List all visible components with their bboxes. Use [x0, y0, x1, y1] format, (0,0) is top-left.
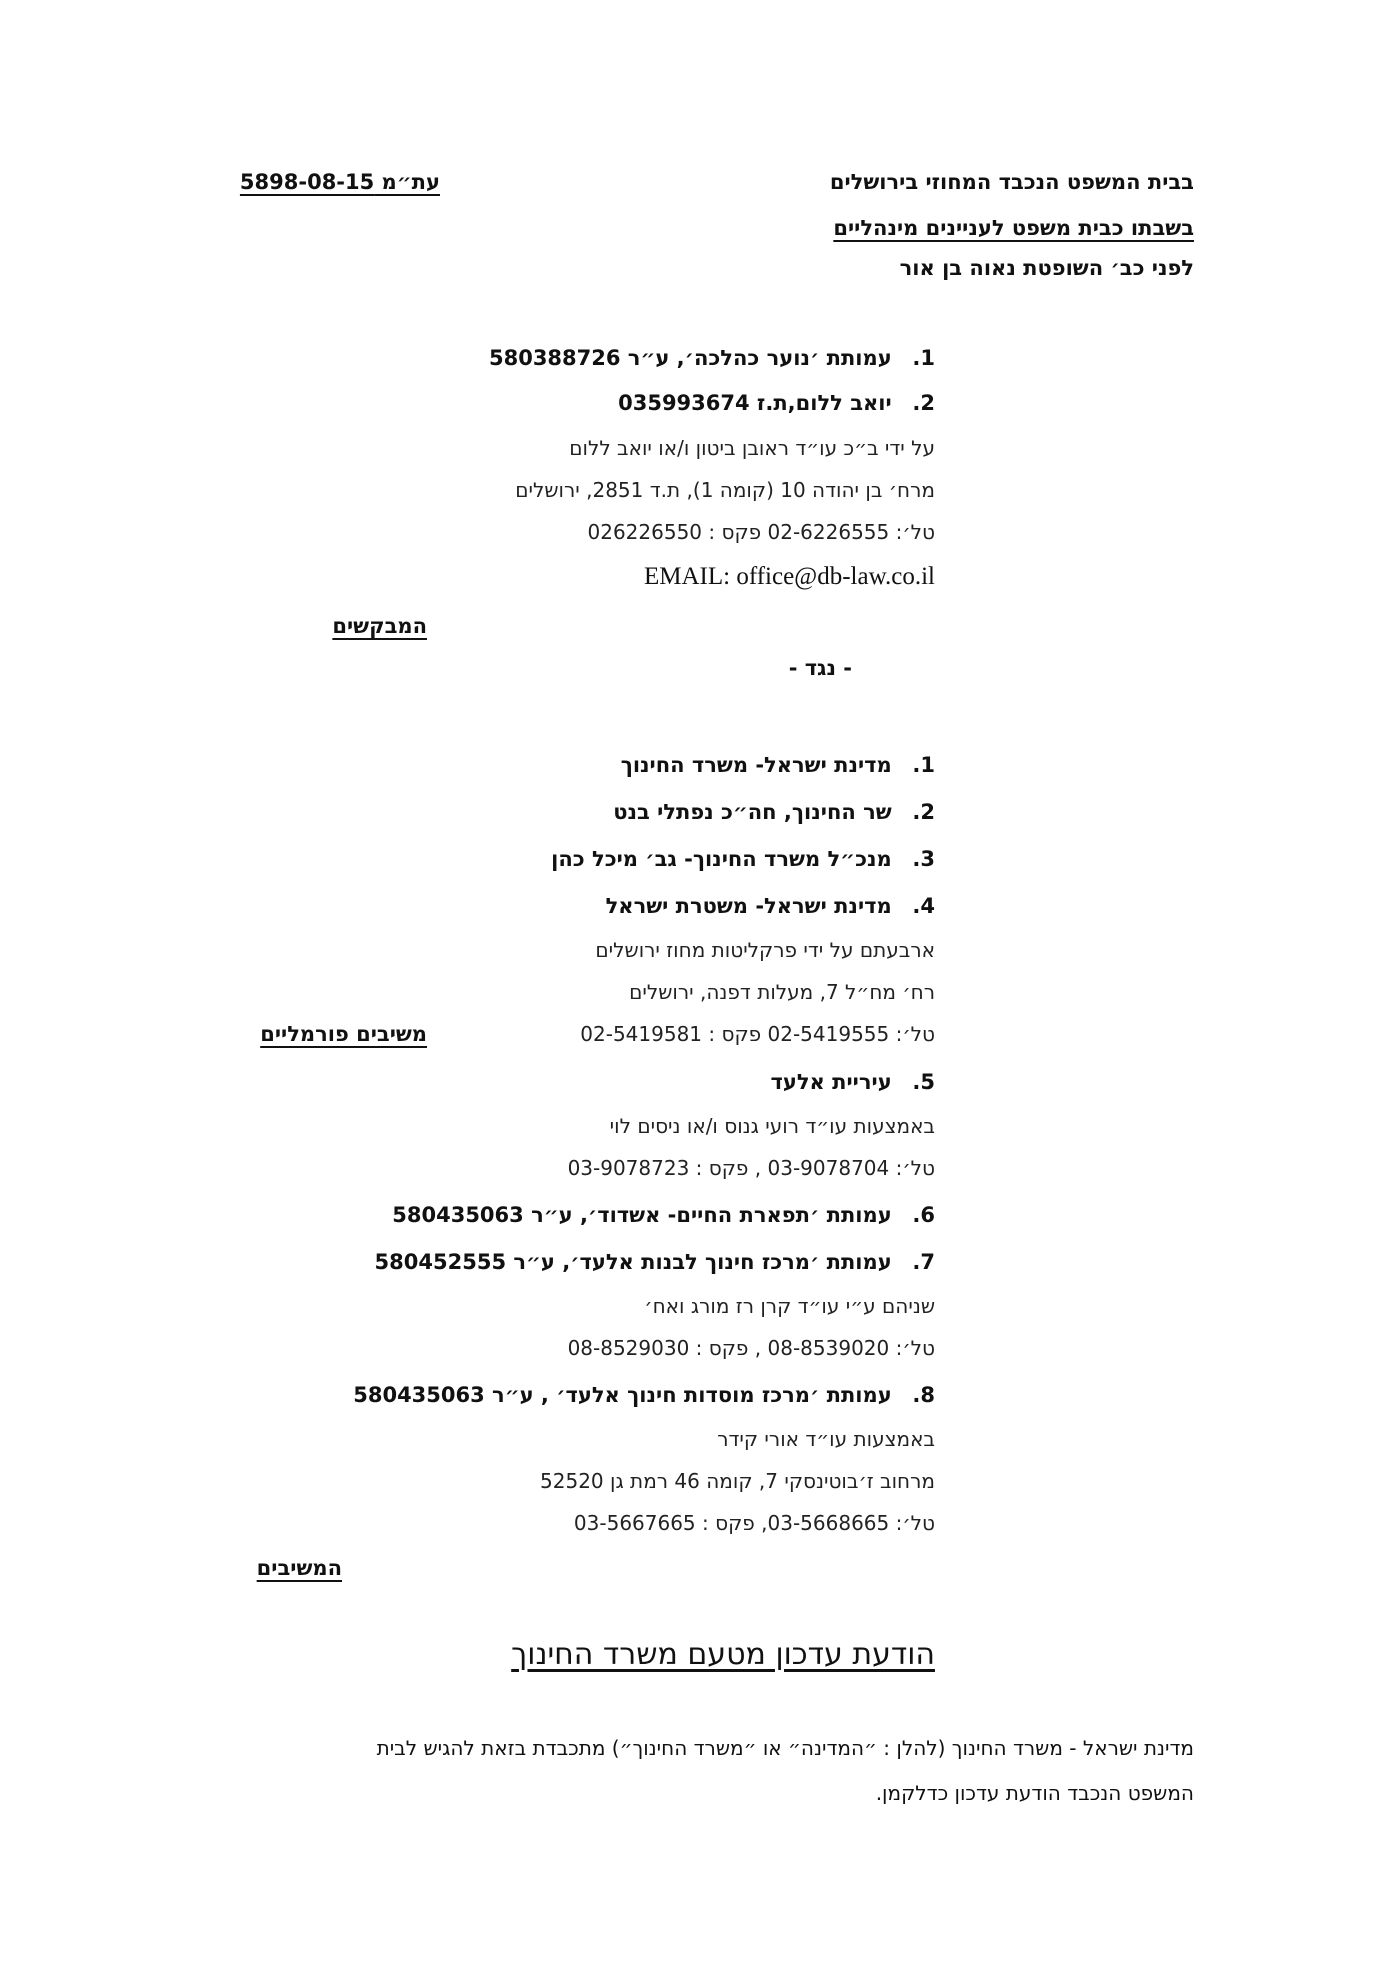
respondent-7	[375, 1252, 935, 1273]
versus-label: - נגד -	[788, 656, 852, 680]
petitioner-1	[489, 348, 935, 369]
item-number: 3.	[912, 847, 935, 871]
petitioners-email: EMAIL: office@db-law.co.il	[644, 563, 935, 590]
item-number: 4.	[912, 894, 935, 918]
judge-name: לפני כב׳ השופטת נאוה בן אור	[899, 256, 1194, 280]
respondent-3	[551, 849, 935, 870]
item-number: 2.	[912, 391, 935, 415]
respondents-6-7-counsel: שניהם ע״י עו״ד קרן רז מורג ואח׳	[644, 1294, 935, 1318]
item-number: 5.	[912, 1070, 935, 1094]
petitioner-2	[618, 393, 935, 414]
respondents-6-7-phone: טל׳: 08-8539020 , פקס : 08-8529030	[567, 1336, 935, 1360]
item-text: עיריית אלעד	[770, 1070, 892, 1094]
respondent-1	[621, 755, 935, 776]
respondent-6	[392, 1205, 935, 1226]
item-text: מנכ״ל משרד החינוך- גב׳ מיכל כהן	[551, 847, 892, 871]
formal-respondents-label: משיבים פורמליים	[260, 1022, 427, 1046]
respondents-role-label: המשיבים	[256, 1556, 342, 1580]
item-text: יואב ללום,ת.ז 035993674	[618, 391, 892, 415]
respondents-1-4-phone: טל׳: 02-5419555 פקס : 02-5419581	[580, 1022, 935, 1046]
item-text: שר החינוך, חה״כ נפתלי בנט	[613, 800, 892, 824]
item-text: עמותת ׳נוער כהלכה׳, ע״ר 580388726	[488, 346, 892, 370]
respondents-1-4-address: רח׳ מח״ל 7, מעלות דפנה, ירושלים	[629, 980, 935, 1004]
notice-title: הודעת עדכון מטעם משרד החינוך	[511, 1637, 935, 1672]
respondents-1-4-counsel: ארבעתם על ידי פרקליטות מחוז ירושלים	[595, 938, 935, 962]
respondent-8-counsel: באמצעות עו״ד אורי קידר	[717, 1427, 935, 1451]
respondent-8-address: מרחוב ז׳בוטינסקי 7, קומה 46 רמת גן 52520	[540, 1469, 935, 1493]
respondent-5-phone: טל׳: 03-9078704 , פקס : 03-9078723	[567, 1156, 935, 1180]
respondent-4	[606, 896, 935, 917]
court-name: בבית המשפט הנכבד המחוזי בירושלים	[829, 170, 1194, 194]
item-number: 2.	[912, 800, 935, 824]
case-number: עת״מ 5898-08-15	[239, 170, 440, 194]
respondent-8	[353, 1385, 935, 1406]
item-number: 8.	[912, 1383, 935, 1407]
item-number: 7.	[912, 1250, 935, 1274]
petitioners-phone: טל׳: 02-6226555 פקס : 026226550	[587, 520, 935, 544]
item-text: מדינת ישראל- משרד החינוך	[620, 753, 892, 777]
item-text: עמותת ׳מרכז מוסדות חינוך אלעד׳ , ע״ר 580435063	[353, 1383, 892, 1407]
petitioners-role-label: המבקשים	[332, 614, 427, 638]
item-text: עמותת ׳תפארת החיים- אשדוד׳, ע״ר 580435063	[392, 1203, 892, 1227]
item-text: עמותת ׳מרכז חינוך לבנות אלעד׳, ע״ר 580452555	[374, 1250, 892, 1274]
notice-body-line-2: המשפט הנכבד הודעת עדכון כדלקמן.	[875, 1781, 1194, 1805]
item-number: 1.	[912, 346, 935, 370]
notice-body-line-1: מדינת ישראל - משרד החינוך (להלן : ״המדינה״ או ״משרד החינוך״) מתכבדת בזאת להגיש לבית	[376, 1736, 1194, 1760]
petitioners-counsel: על ידי ב״כ עו״ד ראובן ביטון ו/או יואב ללום	[569, 436, 935, 460]
respondent-8-phone: טל׳: 03-5668665, פקס : 03-5667665	[573, 1511, 935, 1535]
petitioners-address: מרח׳ בן יהודה 10 (קומה 1), ת.ד 2851, ירושלים	[515, 478, 935, 502]
court-role: בשבתו כבית משפט לעניינים מינהליים	[833, 216, 1194, 240]
respondent-2	[613, 802, 935, 823]
item-text: מדינת ישראל- משטרת ישראל	[605, 894, 892, 918]
item-number: 1.	[912, 753, 935, 777]
item-number: 6.	[912, 1203, 935, 1227]
respondent-5-counsel: באמצעות עו״ד רועי גנוס ו/או ניסים לוי	[609, 1114, 935, 1138]
respondent-5	[771, 1072, 935, 1093]
